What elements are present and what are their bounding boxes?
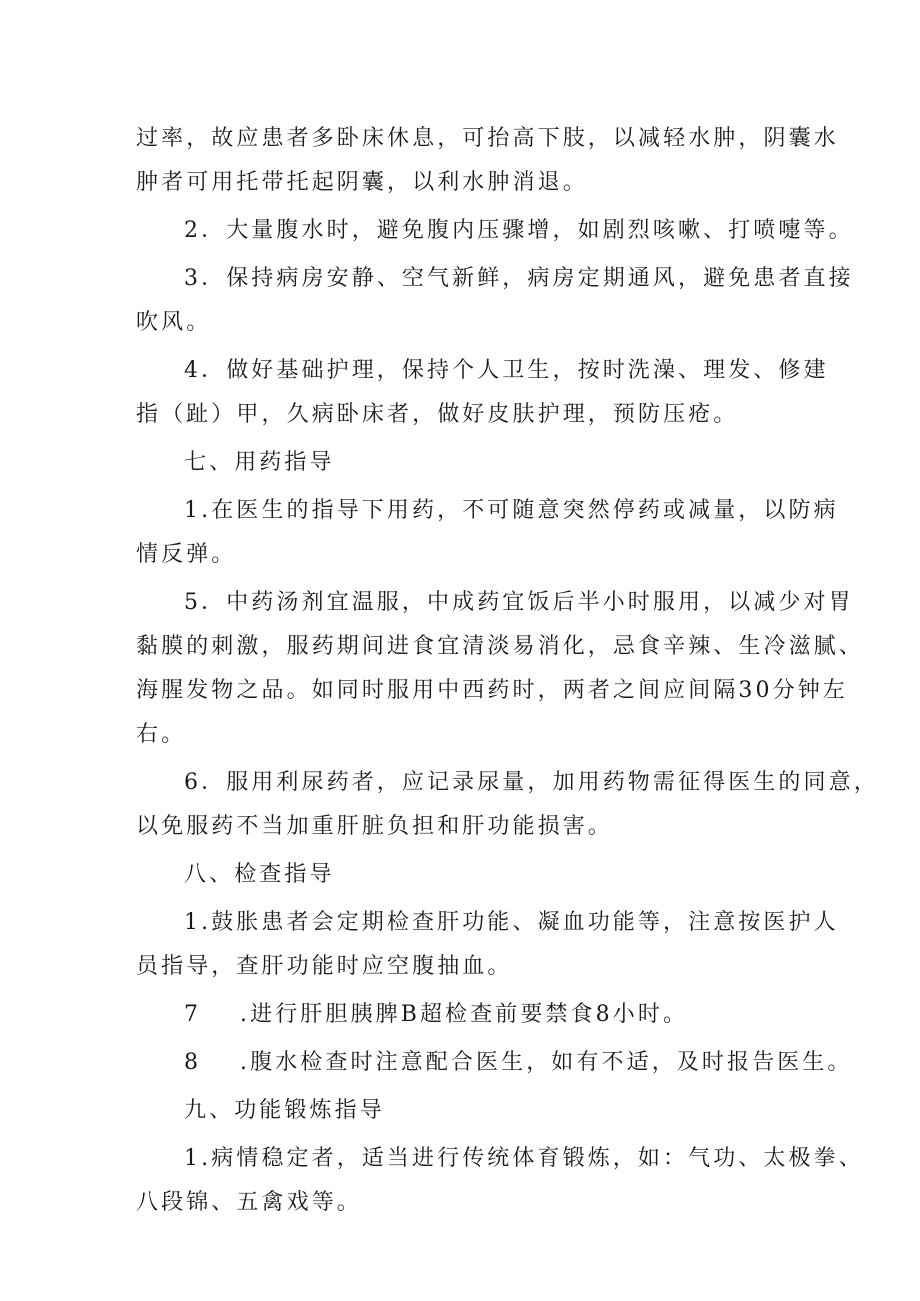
paragraph-line: 吹风。 (136, 310, 212, 335)
paragraph-line: 员指导，查肝功能时应空腹抽血。 (136, 954, 513, 979)
paragraph-line: 肿者可用托带托起阴囊，以利水肿消退。 (136, 170, 588, 195)
list-item-1: 1.在医生的指导下用药，不可随意突然停药或减量，以防病 (184, 498, 839, 523)
section-heading-exercise: 九、功能锻炼指导 (184, 1098, 385, 1123)
list-item-1: 1.鼓胀患者会定期检查肝功能、凝血功能等，注意按医护人 (184, 910, 839, 935)
section-heading-medication: 七、用药指导 (184, 450, 335, 475)
paragraph-line: 情反弹。 (136, 542, 237, 567)
list-item-2: 2．大量腹水时，避免腹内压骤增，如剧烈咳嗽、打喷嚏等。 (184, 218, 854, 243)
paragraph-line: 八段锦、五禽戏等。 (136, 1190, 362, 1215)
list-item-3: 3．保持病房安静、空气新鲜，病房定期通风，避免患者直接 (184, 266, 854, 291)
paragraph-line: 黏膜的刺激，服药期间进食宜清淡易消化，忌食辛辣、生冷滋腻、 (136, 634, 864, 659)
section-heading-examination: 八、检查指导 (184, 862, 335, 887)
list-item-7: .进行肝胆胰脾B超检查前要禁食8小时。 (240, 1002, 689, 1027)
list-item-6: 6．服用利尿药者，应记录尿量，加用药物需征得医生的同意， (184, 770, 879, 795)
list-item-5: 5．中药汤剂宜温服，中成药宜饭后半小时服用，以减少对胃 (184, 590, 854, 615)
list-item-8: .腹水检查时注意配合医生，如有不适，及时报告医生。 (240, 1050, 853, 1075)
list-item-4: 4．做好基础护理，保持个人卫生，按时洗澡、理发、修建 (184, 358, 829, 383)
paragraph-line: 海腥发物之品。如同时服用中西药时，两者之间应间隔30分钟左 (136, 678, 848, 703)
paragraph-line: 右。 (136, 722, 187, 747)
list-number-8: 8 (184, 1050, 202, 1075)
paragraph-line: 过率，故应患者多卧床休息，可抬高下肢，以减轻水肿，阴囊水 (136, 126, 839, 151)
list-number-7: 7 (184, 1002, 202, 1027)
paragraph-line: 以免服药不当加重肝脏负担和肝功能损害。 (136, 814, 613, 839)
paragraph-line: 指（趾）甲，久病卧床者，做好皮肤护理，预防压疮。 (136, 402, 739, 427)
list-item-1: 1.病情稳定者，适当进行传统体育锻炼，如：气功、太极拳、 (184, 1146, 864, 1171)
